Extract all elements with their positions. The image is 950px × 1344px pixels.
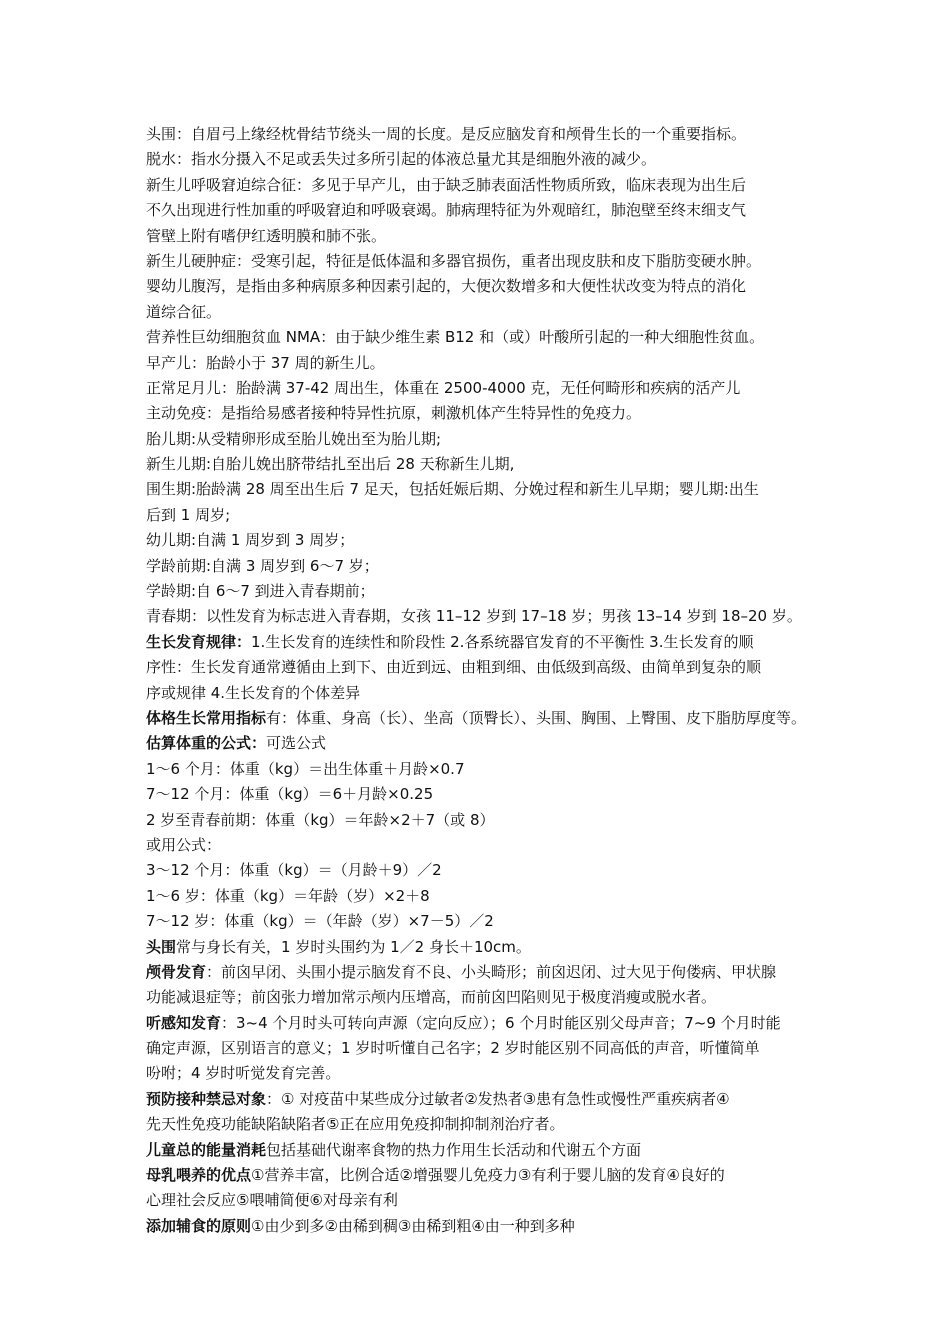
text-line (146, 681, 826, 706)
text-run: 功能减退症等；前囟张力增加常示颅内压增高，而前囟凹陷则见于极度消瘦或脱水者。 (146, 988, 717, 1007)
document-body (146, 122, 826, 1239)
text-line (146, 1011, 826, 1036)
text-line (146, 351, 826, 376)
text-line (146, 935, 826, 960)
text-line (146, 325, 826, 350)
text-run: 胎儿期:从受精卵形成至胎儿娩出至为胎儿期; (146, 429, 442, 448)
text-run: 管壁上附有嗜伊红透明膜和肺不张。 (146, 226, 387, 245)
text-line (146, 1087, 826, 1112)
text-run: 新生儿硬肿症：受寒引起，特征是低体温和多器官损伤，重者出现皮肤和皮下脂肪变硬水肿。 (146, 251, 762, 270)
text-line (146, 427, 826, 452)
text-run: 学龄前期:自满 3 周岁到 6～7 岁； (146, 556, 379, 575)
text-run: 1.生长发育的连续性和阶段性 2.各系统器官发育的不平衡性 3.生长发育的顺 (251, 632, 754, 651)
text-run: 新生儿呼吸窘迫综合征：多见于早产儿，由于缺乏肺表面活性物质所致，临床表现为出生后 (146, 175, 747, 194)
text-line (146, 122, 826, 147)
text-line (146, 249, 826, 274)
text-run: ：3~4 个月时头可转向声源（定向反应）；6 个月时能区别父母声音；7~9 个月时能 (221, 1013, 781, 1032)
text-line (146, 1138, 826, 1163)
text-line (146, 1061, 826, 1086)
text-run: 青春期：以性发育为标志进入青春期，女孩 11–12 岁到 17–18 岁；男孩 13–14 岁到 18–20 岁。 (146, 607, 802, 626)
text-run: 7～12 岁：体重（kg）＝（年龄（岁）×7－5）／2 (146, 912, 494, 931)
text-line (146, 655, 826, 680)
text-line (146, 1036, 826, 1061)
text-line (146, 452, 826, 477)
text-line (146, 1112, 826, 1137)
text-line (146, 782, 826, 807)
bold-term: 头围 (146, 937, 177, 956)
text-run: 1～6 个月：体重（kg）＝出生体重＋月龄×0.7 (146, 759, 465, 778)
text-line (146, 884, 826, 909)
text-line (146, 198, 826, 223)
text-run: 正常足月儿：胎龄满 37-42 周出生，体重在 2500-4000 克，无任何畸形和疾病的活产儿 (146, 378, 741, 397)
text-line (146, 401, 826, 426)
text-line (146, 985, 826, 1010)
text-run: 包括基础代谢率食物的热力作用生长活动和代谢五个方面 (266, 1140, 642, 1159)
bold-term: 体格生长常用指标 (146, 708, 267, 727)
text-run: 序性：生长发育通常遵循由上到下、由近到远、由粗到细、由低级到高级、由简单到复杂的顺 (146, 658, 762, 677)
text-run: 幼儿期:自满 1 周岁到 3 周岁； (146, 531, 355, 550)
bold-term: 颅骨发育 (146, 962, 207, 981)
text-run: ①由少到多②由稀到稠③由稀到粗④由一种到多种 (251, 1216, 575, 1235)
text-run: 脱水：指水分摄入不足或丢失过多所引起的体液总量尤其是细胞外液的减少。 (146, 150, 657, 169)
text-line (146, 579, 826, 604)
text-run: 新生儿期:自胎儿娩出脐带结扎至出后 28 天称新生儿期, (146, 455, 515, 474)
text-line (146, 630, 826, 655)
text-line (146, 731, 826, 756)
text-run: 婴幼儿腹泻，是指由多种病原多种因素引起的，大便次数增多和大便性状改变为特点的消化 (146, 277, 747, 296)
bold-term: 估算体重的公式： (146, 734, 267, 753)
text-run: 7～12 个月：体重（kg）＝6＋月龄×0.25 (146, 785, 434, 804)
text-run: ：① 对疫苗中某些成分过敏者②发热者③患有急性或慢性严重疾病者④ (266, 1089, 730, 1108)
text-run: 先天性免疫功能缺陷缺陷者⑤正在应用免疫抑制抑制剂治疗者。 (146, 1115, 565, 1134)
text-run: 序或规律 4.生长发育的个体差异 (146, 683, 361, 702)
text-run: ：前囟早闭、头围小提示脑发育不良、小头畸形；前囟迟闭、过大见于佝偻病、甲状腺 (206, 962, 777, 981)
text-run: 道综合征。 (146, 302, 222, 321)
text-run: 2 岁至青春前期：体重（kg）＝年龄×2＋7（或 8） (146, 810, 495, 829)
text-line (146, 604, 826, 629)
text-run: 头围：自眉弓上缘经枕骨结节绕头一周的长度。是反应脑发育和颅骨生长的一个重要指标。 (146, 125, 747, 143)
text-run: 心理社会反应⑤喂哺简便⑥对母亲有利 (146, 1191, 398, 1210)
text-line (146, 1214, 826, 1239)
text-run: 不久出现进行性加重的呼吸窘迫和呼吸衰竭。肺病理特征为外观暗红，肺泡壁至终末细支气 (146, 201, 747, 220)
text-run: 主动免疫：是指给易感者接种特异性抗原，刺激机体产生特异性的免疫力。 (146, 404, 642, 423)
text-line (146, 554, 826, 579)
text-run: 围生期:胎龄满 28 周至出生后 7 足天，包括妊娠后期、分娩过程和新生儿早期；婴儿期:出生 (146, 480, 759, 499)
bold-term: 生长发育规律： (146, 632, 252, 651)
text-line (146, 808, 826, 833)
text-run: 常与身长有关，1 岁时头围约为 1／2 身长＋10cm。 (176, 937, 531, 956)
text-line (146, 1188, 826, 1213)
text-line (146, 833, 826, 858)
bold-term: 儿童总的能量消耗 (146, 1140, 267, 1159)
text-run: 1～6 岁：体重（kg）＝年龄（岁）×2＋8 (146, 886, 430, 905)
text-line (146, 477, 826, 502)
bold-term: 听感知发育 (146, 1013, 222, 1032)
text-run: 可选公式 (266, 734, 327, 753)
text-run: 或用公式： (146, 835, 222, 854)
text-line (146, 858, 826, 883)
bold-term: 添加辅食的原则 (146, 1216, 252, 1235)
text-run: ①营养丰富，比例合适②增强婴儿免疫力③有利于婴儿脑的发育④良好的 (251, 1166, 725, 1185)
text-line (146, 147, 826, 172)
text-line (146, 528, 826, 553)
text-run: 早产儿：胎龄小于 37 周的新生儿。 (146, 353, 385, 372)
text-line (146, 706, 826, 731)
text-line (146, 1163, 826, 1188)
text-run: 吩咐；4 岁时听觉发育完善。 (146, 1064, 341, 1083)
bold-term: 预防接种禁忌对象 (146, 1089, 267, 1108)
text-run: 学龄期:自 6～7 到进入青春期前； (146, 582, 375, 601)
bold-term: 母乳喂养的优点 (146, 1166, 252, 1185)
text-run: 营养性巨幼细胞贫血 NMA：由于缺少维生素 B12 和（或）叶酸所引起的一种大细胞性贫血。 (146, 328, 765, 347)
text-run: 有：体重、身高（长）、坐高（顶臀长）、头围、胸围、上臀围、皮下脂肪厚度等。 (266, 708, 807, 727)
text-line (146, 224, 826, 249)
text-line (146, 960, 826, 985)
text-run: 3～12 个月：体重（kg）＝（月龄＋9）／2 (146, 861, 442, 880)
text-line (146, 376, 826, 401)
text-line (146, 173, 826, 198)
text-run: 后到 1 周岁; (146, 505, 231, 524)
text-run: 确定声源，区别语言的意义；1 岁时听懂自己名字；2 岁时能区别不同高低的声音，听懂简单 (146, 1039, 760, 1058)
text-line (146, 274, 826, 299)
text-line (146, 503, 826, 528)
text-line (146, 300, 826, 325)
text-line (146, 909, 826, 934)
text-line (146, 757, 826, 782)
